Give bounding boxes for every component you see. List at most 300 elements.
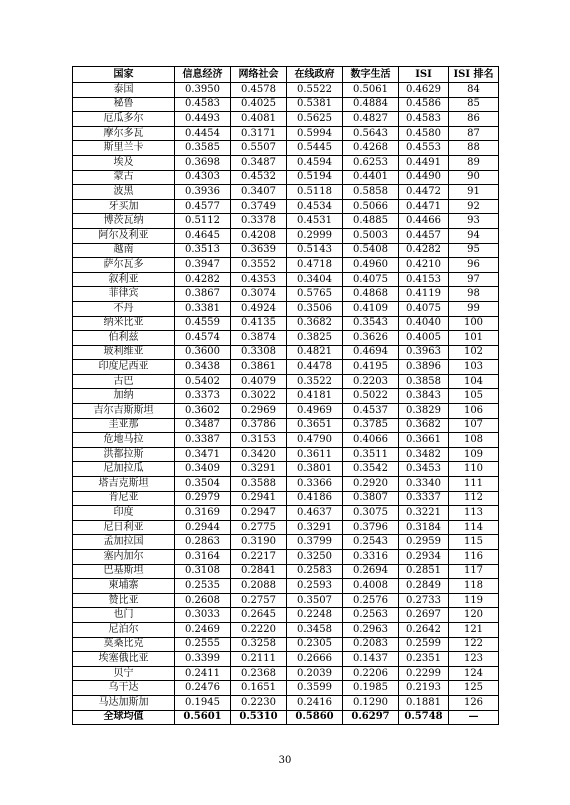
table-row: [73, 214, 499, 229]
table-row: [73, 360, 499, 375]
value-cell: 106: [449, 404, 499, 419]
country-cell: 巴基斯坦: [73, 564, 175, 579]
value-cell: 0.2193: [399, 681, 449, 696]
value-cell: 0.3936: [175, 185, 231, 200]
value-cell: 108: [449, 433, 499, 448]
value-cell: 0.2608: [175, 593, 231, 608]
value-cell: 0.2733: [399, 593, 449, 608]
value-cell: 0.1290: [343, 695, 399, 710]
value-cell: 99: [449, 301, 499, 316]
table-row: [73, 316, 499, 331]
value-cell: 0.3404: [287, 272, 343, 287]
value-cell: 0.5022: [343, 389, 399, 404]
value-cell: 0.3825: [287, 331, 343, 346]
value-cell: 112: [449, 491, 499, 506]
country-cell: 圭亚那: [73, 418, 175, 433]
value-cell: 113: [449, 506, 499, 521]
country-cell: 泰国: [73, 83, 175, 98]
value-cell: 0.3074: [231, 287, 287, 302]
table-row: [73, 462, 499, 477]
value-cell: 103: [449, 360, 499, 375]
value-cell: 0.4559: [175, 316, 231, 331]
value-cell: 0.4401: [343, 170, 399, 185]
table-row: [73, 141, 499, 156]
value-cell: 0.5765: [287, 287, 343, 302]
value-cell: 96: [449, 258, 499, 273]
country-cell: 厄瓜多尔: [73, 112, 175, 127]
value-cell: 0.3861: [231, 360, 287, 375]
value-cell: 0.4578: [231, 83, 287, 98]
country-cell: 尼加拉瓜: [73, 462, 175, 477]
value-cell: 0.2583: [287, 564, 343, 579]
value-cell: 0.3108: [175, 564, 231, 579]
country-cell: 孟加拉国: [73, 535, 175, 550]
value-cell: 109: [449, 447, 499, 462]
table-row: [73, 243, 499, 258]
value-cell: 0.2642: [399, 622, 449, 637]
value-cell: 122: [449, 637, 499, 652]
value-cell: 0.3552: [231, 258, 287, 273]
value-cell: 0.3843: [399, 389, 449, 404]
country-cell: 莫桑比克: [73, 637, 175, 652]
country-cell: 伯利兹: [73, 331, 175, 346]
value-cell: 0.3602: [175, 404, 231, 419]
value-cell: 0.3482: [399, 447, 449, 462]
country-cell: 肯尼亚: [73, 491, 175, 506]
value-cell: 0.6253: [343, 155, 399, 170]
value-cell: 0.4040: [399, 316, 449, 331]
value-cell: 0.4075: [343, 272, 399, 287]
value-cell: 119: [449, 593, 499, 608]
value-cell: 0.4532: [231, 170, 287, 185]
country-cell: 叙利亚: [73, 272, 175, 287]
value-cell: 0.1985: [343, 681, 399, 696]
value-cell: 0.5858: [343, 185, 399, 200]
value-cell: 0.5194: [287, 170, 343, 185]
table-row: [73, 112, 499, 127]
value-cell: 0.3190: [231, 535, 287, 550]
value-cell: 0.4135: [231, 316, 287, 331]
value-cell: 0.2563: [343, 608, 399, 623]
value-cell: 0.2979: [175, 491, 231, 506]
value-cell: 0.2411: [175, 666, 231, 681]
table-row: [73, 301, 499, 316]
table-row: [73, 228, 499, 243]
value-cell: 0.3507: [287, 593, 343, 608]
value-cell: 0.3874: [231, 331, 287, 346]
table-row: [73, 681, 499, 696]
value-cell: 0.3639: [231, 243, 287, 258]
table-row: [73, 155, 499, 170]
value-cell: 0.2599: [399, 637, 449, 652]
country-cell: 埃塞俄比亚: [73, 652, 175, 667]
footer-value-cell: 0.6297: [343, 710, 399, 725]
table-row: [73, 331, 499, 346]
table-row: [73, 199, 499, 214]
value-cell: 0.3250: [287, 550, 343, 565]
value-cell: 0.4645: [175, 228, 231, 243]
country-cell: 也门: [73, 608, 175, 623]
country-cell: 秘鲁: [73, 97, 175, 112]
value-cell: 0.3366: [287, 477, 343, 492]
value-cell: 0.5408: [343, 243, 399, 258]
value-cell: 0.2969: [231, 404, 287, 419]
value-cell: 0.3308: [231, 345, 287, 360]
value-cell: 92: [449, 199, 499, 214]
country-cell: 洪都拉斯: [73, 447, 175, 462]
table-row: [73, 258, 499, 273]
table-row: [73, 374, 499, 389]
value-cell: 0.4586: [399, 97, 449, 112]
value-cell: 0.3867: [175, 287, 231, 302]
value-cell: 0.4303: [175, 170, 231, 185]
country-cell: 阿尔及利亚: [73, 228, 175, 243]
value-cell: 0.4457: [399, 228, 449, 243]
value-cell: 0.2775: [231, 520, 287, 535]
country-cell: 塞内加尔: [73, 550, 175, 565]
value-cell: 0.2351: [399, 652, 449, 667]
value-cell: 0.3258: [231, 637, 287, 652]
value-cell: 0.3682: [287, 316, 343, 331]
value-cell: 0.4574: [175, 331, 231, 346]
table-row: [73, 272, 499, 287]
table-row: [73, 433, 499, 448]
value-cell: 0.5445: [287, 141, 343, 156]
value-cell: 0.5402: [175, 374, 231, 389]
value-cell: 0.3407: [231, 185, 287, 200]
column-header: 信息经济: [175, 67, 231, 83]
value-cell: 0.2111: [231, 652, 287, 667]
value-cell: 0.5381: [287, 97, 343, 112]
value-cell: 0.3438: [175, 360, 231, 375]
value-cell: 0.1437: [343, 652, 399, 667]
table-row: [73, 418, 499, 433]
table-row: [73, 389, 499, 404]
value-cell: 90: [449, 170, 499, 185]
value-cell: 0.2934: [399, 550, 449, 565]
value-cell: 0.3184: [399, 520, 449, 535]
value-cell: 0.2593: [287, 579, 343, 594]
value-cell: 0.3171: [231, 126, 287, 141]
value-cell: 0.4969: [287, 404, 343, 419]
value-cell: 105: [449, 389, 499, 404]
column-header: 在线政府: [287, 67, 343, 83]
value-cell: 85: [449, 97, 499, 112]
value-cell: 0.4079: [231, 374, 287, 389]
page-number: 30: [278, 755, 292, 766]
column-header: ISI 排名: [449, 67, 499, 83]
value-cell: 0.3291: [287, 520, 343, 535]
value-cell: 0.2841: [231, 564, 287, 579]
value-cell: 0.3799: [287, 535, 343, 550]
value-cell: 0.3316: [343, 550, 399, 565]
value-cell: 0.5066: [343, 199, 399, 214]
value-cell: 0.3399: [175, 652, 231, 667]
value-cell: 110: [449, 462, 499, 477]
value-cell: 0.2039: [287, 666, 343, 681]
value-cell: 0.3169: [175, 506, 231, 521]
value-cell: 0.3858: [399, 374, 449, 389]
footer-value-cell: 0.5310: [231, 710, 287, 725]
table-row: [73, 550, 499, 565]
value-cell: 0.2088: [231, 579, 287, 594]
value-cell: 0.5507: [231, 141, 287, 156]
value-cell: 0.2220: [231, 622, 287, 637]
value-cell: 0.2230: [231, 695, 287, 710]
value-cell: 0.3947: [175, 258, 231, 273]
value-cell: 0.2851: [399, 564, 449, 579]
value-cell: 0.3749: [231, 199, 287, 214]
value-cell: 0.2248: [287, 608, 343, 623]
value-cell: 0.5061: [343, 83, 399, 98]
table-row: [73, 83, 499, 98]
value-cell: 0.4471: [399, 199, 449, 214]
column-header: ISI: [399, 67, 449, 83]
value-cell: 0.3963: [399, 345, 449, 360]
value-cell: 0.5625: [287, 112, 343, 127]
value-cell: 0.3801: [287, 462, 343, 477]
value-cell: 0.2535: [175, 579, 231, 594]
value-cell: 0.2947: [231, 506, 287, 521]
value-cell: 0.2203: [343, 374, 399, 389]
value-cell: 0.3075: [343, 506, 399, 521]
value-cell: 95: [449, 243, 499, 258]
value-cell: 0.2697: [399, 608, 449, 623]
value-cell: 0.4268: [343, 141, 399, 156]
value-cell: 0.4119: [399, 287, 449, 302]
value-cell: 0.2416: [287, 695, 343, 710]
value-cell: 116: [449, 550, 499, 565]
value-cell: 0.3786: [231, 418, 287, 433]
value-cell: 111: [449, 477, 499, 492]
table-row: [73, 491, 499, 506]
value-cell: 0.4577: [175, 199, 231, 214]
value-cell: 0.3022: [231, 389, 287, 404]
value-cell: 0.3796: [343, 520, 399, 535]
country-cell: 玻利维亚: [73, 345, 175, 360]
value-cell: 0.1945: [175, 695, 231, 710]
value-cell: 0.2476: [175, 681, 231, 696]
value-cell: 0.3543: [343, 316, 399, 331]
value-cell: 0.3453: [399, 462, 449, 477]
value-cell: 0.3807: [343, 491, 399, 506]
value-cell: 0.4454: [175, 126, 231, 141]
value-cell: 0.3611: [287, 447, 343, 462]
value-cell: 0.4534: [287, 199, 343, 214]
value-cell: 0.4924: [231, 301, 287, 316]
value-cell: 97: [449, 272, 499, 287]
country-cell: 斯里兰卡: [73, 141, 175, 156]
value-cell: 0.3487: [175, 418, 231, 433]
value-cell: 0.5112: [175, 214, 231, 229]
value-cell: 0.4885: [343, 214, 399, 229]
value-cell: 0.3950: [175, 83, 231, 98]
country-cell: 印度尼西亚: [73, 360, 175, 375]
value-cell: 0.3785: [343, 418, 399, 433]
country-cell: 危地马拉: [73, 433, 175, 448]
value-cell: 0.4081: [231, 112, 287, 127]
table-row: [73, 447, 499, 462]
country-cell: 印度: [73, 506, 175, 521]
value-cell: 0.2944: [175, 520, 231, 535]
table-row: [73, 593, 499, 608]
table-row: [73, 126, 499, 141]
value-cell: 0.4181: [287, 389, 343, 404]
value-cell: 0.4208: [231, 228, 287, 243]
value-cell: 0.4282: [399, 243, 449, 258]
value-cell: 94: [449, 228, 499, 243]
value-cell: 104: [449, 374, 499, 389]
country-cell: 加纳: [73, 389, 175, 404]
value-cell: 0.3291: [231, 462, 287, 477]
value-cell: 0.4629: [399, 83, 449, 98]
country-cell: 牙买加: [73, 199, 175, 214]
value-cell: 0.4960: [343, 258, 399, 273]
table-row: [73, 564, 499, 579]
value-cell: 0.4827: [343, 112, 399, 127]
table-row: [73, 287, 499, 302]
value-cell: 107: [449, 418, 499, 433]
value-cell: 0.3221: [399, 506, 449, 521]
value-cell: 0.3651: [287, 418, 343, 433]
value-cell: 0.4186: [287, 491, 343, 506]
value-cell: 124: [449, 666, 499, 681]
value-cell: 0.3164: [175, 550, 231, 565]
country-cell: 越南: [73, 243, 175, 258]
value-cell: 0.4580: [399, 126, 449, 141]
value-cell: 0.3829: [399, 404, 449, 419]
table-row: [73, 404, 499, 419]
country-cell: 不丹: [73, 301, 175, 316]
value-cell: 0.2368: [231, 666, 287, 681]
table-row: [73, 652, 499, 667]
table-row: [73, 170, 499, 185]
value-cell: 86: [449, 112, 499, 127]
value-cell: 0.4008: [343, 579, 399, 594]
table-row: [73, 345, 499, 360]
isi-ranking-table: [72, 66, 499, 725]
value-cell: 0.4553: [399, 141, 449, 156]
table-row: [73, 97, 499, 112]
value-cell: 0.3381: [175, 301, 231, 316]
value-cell: 0.4493: [175, 112, 231, 127]
table-row: [73, 506, 499, 521]
country-cell: 波黑: [73, 185, 175, 200]
value-cell: 0.3420: [231, 447, 287, 462]
value-cell: 0.3513: [175, 243, 231, 258]
value-cell: 0.3600: [175, 345, 231, 360]
country-cell: 古巴: [73, 374, 175, 389]
value-cell: 0.4491: [399, 155, 449, 170]
value-cell: 0.4718: [287, 258, 343, 273]
country-cell: 柬埔寨: [73, 579, 175, 594]
value-cell: 100: [449, 316, 499, 331]
value-cell: 120: [449, 608, 499, 623]
value-cell: 0.3896: [399, 360, 449, 375]
value-cell: 0.5643: [343, 126, 399, 141]
value-cell: 0.2849: [399, 579, 449, 594]
value-cell: 0.4884: [343, 97, 399, 112]
value-cell: 0.3682: [399, 418, 449, 433]
value-cell: 0.2694: [343, 564, 399, 579]
value-cell: 123: [449, 652, 499, 667]
value-cell: 0.3487: [231, 155, 287, 170]
column-header: 数字生活: [343, 67, 399, 83]
value-cell: 0.3340: [399, 477, 449, 492]
value-cell: 0.4066: [343, 433, 399, 448]
value-cell: 0.4868: [343, 287, 399, 302]
country-cell: 菲律宾: [73, 287, 175, 302]
footer-value-cell: 0.5748: [399, 710, 449, 725]
value-cell: 0.2757: [231, 593, 287, 608]
value-cell: 0.4075: [399, 301, 449, 316]
value-cell: 0.2666: [287, 652, 343, 667]
value-cell: 0.2576: [343, 593, 399, 608]
value-cell: 88: [449, 141, 499, 156]
country-cell: 乌干达: [73, 681, 175, 696]
value-cell: 0.2959: [399, 535, 449, 550]
country-cell: 摩尔多瓦: [73, 126, 175, 141]
value-cell: 0.3409: [175, 462, 231, 477]
value-cell: 87: [449, 126, 499, 141]
value-cell: 93: [449, 214, 499, 229]
value-cell: 121: [449, 622, 499, 637]
country-cell: 尼泊尔: [73, 622, 175, 637]
value-cell: 0.3698: [175, 155, 231, 170]
value-cell: 0.5994: [287, 126, 343, 141]
value-cell: 0.4353: [231, 272, 287, 287]
value-cell: 0.2083: [343, 637, 399, 652]
value-cell: 0.4490: [399, 170, 449, 185]
value-cell: 0.3378: [231, 214, 287, 229]
value-cell: 0.2863: [175, 535, 231, 550]
value-cell: 0.3506: [287, 301, 343, 316]
value-cell: 0.2645: [231, 608, 287, 623]
value-cell: 0.3661: [399, 433, 449, 448]
table-row: [73, 579, 499, 594]
table-row: [73, 695, 499, 710]
value-cell: 0.2206: [343, 666, 399, 681]
value-cell: 0.4537: [343, 404, 399, 419]
value-cell: 0.2543: [343, 535, 399, 550]
value-cell: 0.3373: [175, 389, 231, 404]
value-cell: 0.2305: [287, 637, 343, 652]
value-cell: 0.4195: [343, 360, 399, 375]
table-row: [73, 520, 499, 535]
value-cell: 0.4583: [175, 97, 231, 112]
value-cell: 0.1651: [231, 681, 287, 696]
value-cell: 0.4025: [231, 97, 287, 112]
value-cell: 0.3387: [175, 433, 231, 448]
value-cell: 0.2963: [343, 622, 399, 637]
value-cell: 102: [449, 345, 499, 360]
country-cell: 贝宁: [73, 666, 175, 681]
value-cell: 0.3471: [175, 447, 231, 462]
value-cell: 0.2941: [231, 491, 287, 506]
country-cell: 纳米比亚: [73, 316, 175, 331]
value-cell: 0.3599: [287, 681, 343, 696]
country-cell: 博茨瓦纳: [73, 214, 175, 229]
value-cell: 115: [449, 535, 499, 550]
value-cell: 0.3585: [175, 141, 231, 156]
table-row: [73, 622, 499, 637]
value-cell: 0.5522: [287, 83, 343, 98]
country-cell: 马达加斯加: [73, 695, 175, 710]
country-cell: 赞比亚: [73, 593, 175, 608]
value-cell: 91: [449, 185, 499, 200]
footer-label-cell: 全球均值: [73, 710, 175, 725]
table-row: [73, 637, 499, 652]
